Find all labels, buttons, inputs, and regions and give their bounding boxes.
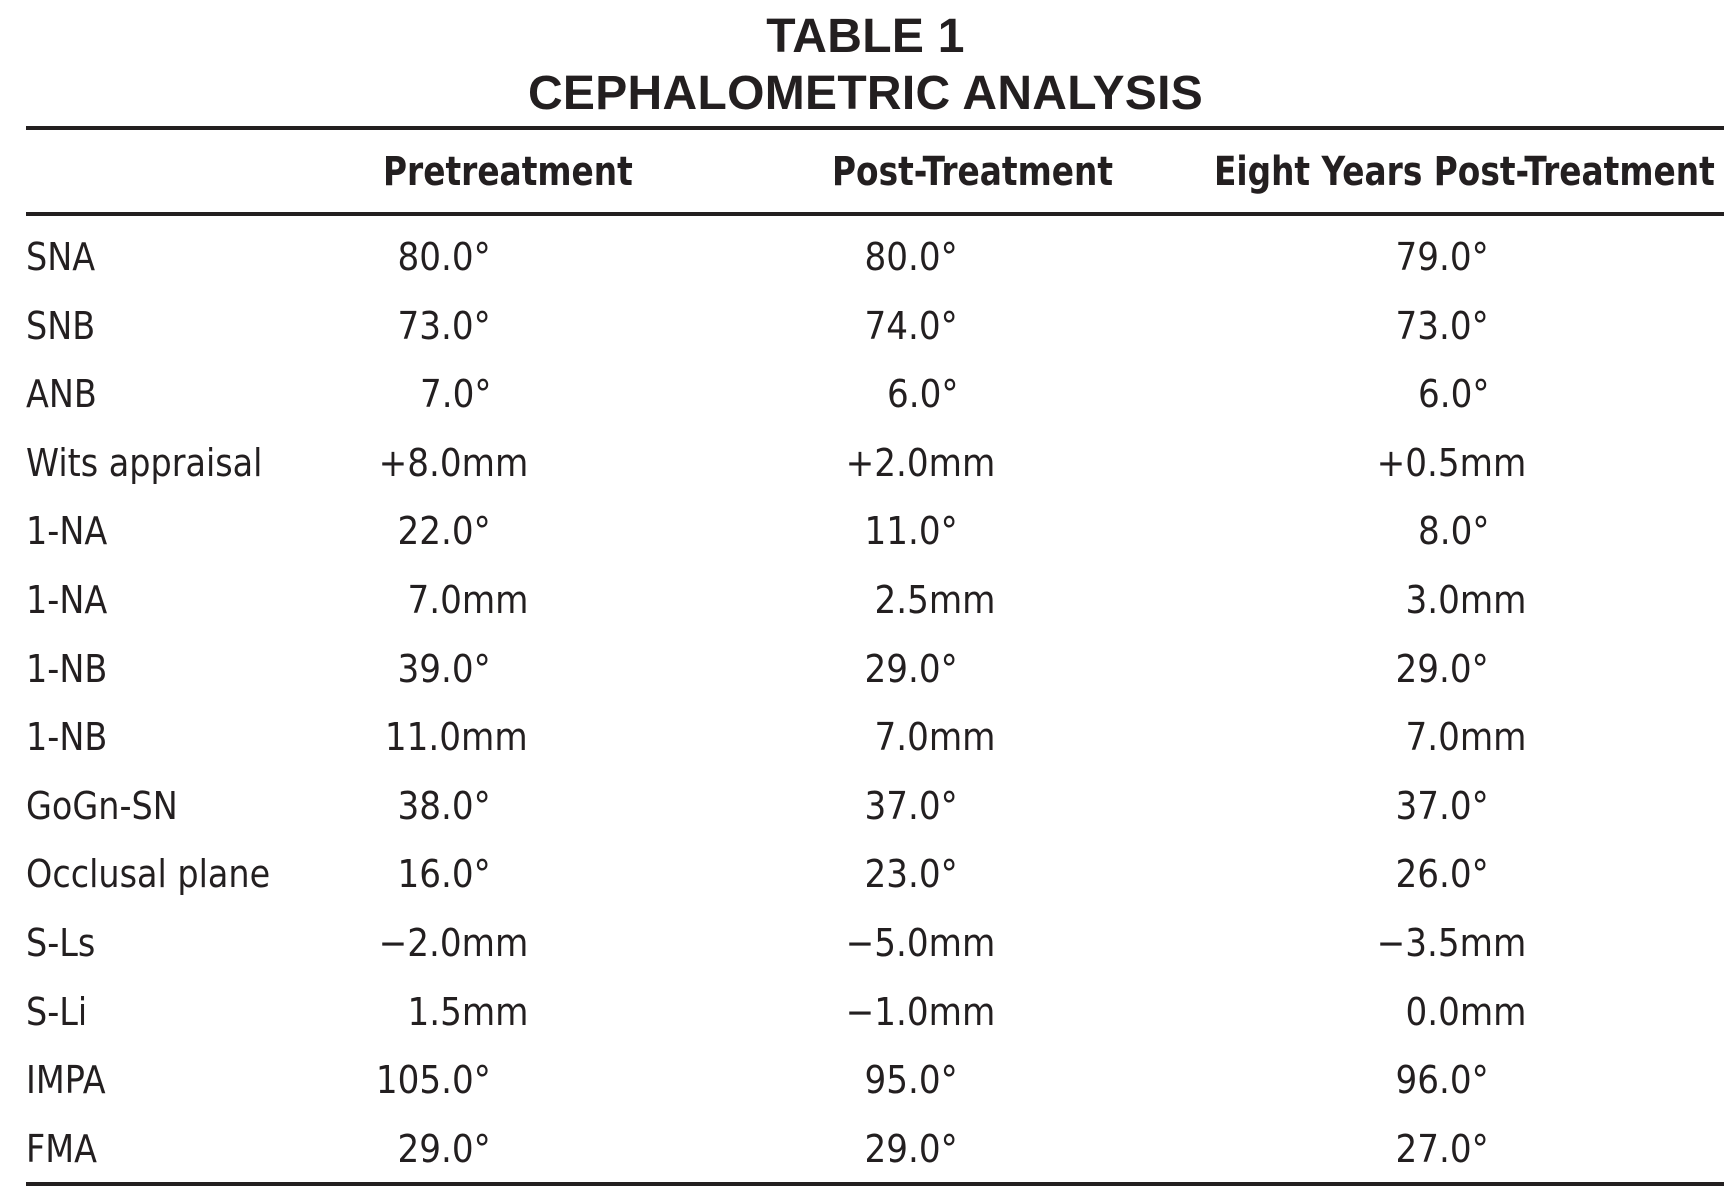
pretreatment-value-cell (378, 914, 528, 972)
table-row (0, 640, 1731, 709)
post-treatment-value: +2.0mm (845, 440, 995, 485)
post-treatment-value-cell (865, 1051, 995, 1109)
pretreatment-value-cell (398, 845, 528, 903)
row-label: ANB (26, 372, 97, 417)
pretreatment-value-cell (398, 1120, 528, 1178)
row-label: FMA (26, 1126, 97, 1171)
post-treatment-value: 11.0° (864, 509, 959, 554)
pretreatment-value: 38.0° (397, 783, 492, 828)
post-treatment-value-cell (845, 914, 995, 972)
pretreatment-value-cell (398, 777, 528, 835)
pretreatment-value: 11.0mm (385, 715, 528, 760)
pretreatment-value-cell (420, 365, 528, 423)
pretreatment-value: 29.0° (397, 1126, 492, 1171)
row-label: SNA (26, 235, 96, 279)
pretreatment-value-cell (398, 502, 528, 560)
eight-years-value-cell (1418, 365, 1526, 423)
row-label: GoGn-SN (26, 783, 178, 828)
eight-years-value-cell (1376, 434, 1526, 492)
column-header-pretreatment: Pretreatment (383, 149, 633, 195)
post-treatment-value: −1.0mm (845, 989, 995, 1034)
eight-years-value: 73.0° (1395, 303, 1490, 348)
eight-years-value-cell (1396, 297, 1526, 355)
eight-years-value: 29.0° (1395, 646, 1490, 691)
pretreatment-value-cell (407, 571, 528, 629)
table-row (0, 777, 1731, 846)
eight-years-value-cell (1396, 228, 1526, 286)
table-number: TABLE 1 (766, 10, 965, 63)
pretreatment-value-cell (398, 228, 528, 286)
bottom-rule (26, 1182, 1724, 1186)
row-label: Occlusal plane (26, 852, 271, 897)
post-treatment-value-cell (845, 983, 995, 1041)
post-treatment-value-cell (845, 434, 995, 492)
table-row (0, 845, 1731, 914)
eight-years-value-cell (1376, 914, 1526, 972)
row-label: 1-NA (26, 509, 108, 554)
pretreatment-value: 16.0° (397, 852, 492, 897)
pretreatment-value: 73.0° (397, 303, 492, 348)
row-label: 1-NB (26, 646, 108, 691)
pretreatment-value: 7.0° (419, 372, 492, 417)
pretreatment-value: −2.0mm (378, 920, 528, 965)
pretreatment-value-cell (407, 983, 528, 1041)
eight-years-value: 37.0° (1395, 783, 1490, 828)
table-title (0, 8, 1731, 122)
pretreatment-value: 1.5mm (406, 989, 528, 1034)
table-row (0, 914, 1731, 983)
table-row (0, 1051, 1731, 1120)
post-treatment-value: 29.0° (864, 646, 959, 691)
pretreatment-value-cell (376, 1051, 528, 1109)
post-treatment-value: 7.0mm (873, 715, 995, 760)
post-treatment-value: 2.5mm (873, 577, 995, 622)
table-caption: CEPHALOMETRIC ANALYSIS (527, 67, 1204, 120)
post-treatment-value: 23.0° (864, 852, 959, 897)
pretreatment-value: 39.0° (397, 646, 492, 691)
eight-years-value: 7.0mm (1404, 715, 1526, 760)
pretreatment-value: +8.0mm (378, 440, 528, 485)
pretreatment-value-cell (398, 297, 528, 355)
pretreatment-value-cell (398, 640, 528, 698)
eight-years-value-cell (1396, 1051, 1526, 1109)
post-treatment-value-cell (865, 297, 995, 355)
column-header-row (0, 142, 1731, 202)
table-row (0, 228, 1731, 297)
eight-years-value: 8.0° (1417, 509, 1490, 554)
eight-years-value: 27.0° (1395, 1126, 1490, 1171)
post-treatment-value-cell (865, 845, 995, 903)
post-treatment-value-cell (865, 502, 995, 560)
post-treatment-value-cell (887, 365, 995, 423)
post-treatment-value-cell (865, 228, 995, 286)
post-treatment-value: 37.0° (864, 783, 959, 828)
column-header-post-treatment: Post-Treatment (832, 149, 1114, 195)
top-rule (26, 126, 1724, 130)
row-label: IMPA (26, 1058, 106, 1103)
column-header-eight-years: Eight Years Post-Treatment (1214, 149, 1715, 195)
eight-years-value-cell (1405, 571, 1526, 629)
eight-years-value: 6.0° (1417, 372, 1490, 417)
eight-years-value: 96.0° (1395, 1058, 1490, 1103)
header-rule (26, 212, 1724, 216)
pretreatment-value-cell (378, 434, 528, 492)
post-treatment-value-cell (874, 571, 995, 629)
row-label: S-Li (26, 989, 88, 1034)
row-label: Wits appraisal (26, 440, 263, 485)
post-treatment-value: 29.0° (864, 1126, 959, 1171)
table-row (0, 1120, 1731, 1189)
eight-years-value: +0.5mm (1376, 440, 1526, 485)
eight-years-value-cell (1396, 777, 1526, 835)
post-treatment-value: 95.0° (864, 1058, 959, 1103)
eight-years-value: 79.0° (1395, 235, 1490, 279)
table-row (0, 571, 1731, 640)
post-treatment-value-cell (865, 777, 995, 835)
eight-years-value: 26.0° (1395, 852, 1490, 897)
eight-years-value-cell (1396, 845, 1526, 903)
eight-years-value: 0.0mm (1404, 989, 1526, 1034)
table-row (0, 708, 1731, 777)
eight-years-value-cell (1405, 983, 1526, 1041)
pretreatment-value: 7.0mm (406, 577, 528, 622)
pretreatment-value: 105.0° (376, 1058, 492, 1103)
eight-years-value: 3.0mm (1404, 577, 1526, 622)
row-label: 1-NA (26, 577, 108, 622)
table-row (0, 434, 1731, 503)
table-body (0, 228, 1731, 1188)
post-treatment-value-cell (874, 708, 995, 766)
pretreatment-value: 22.0° (397, 509, 492, 554)
post-treatment-value-cell (865, 1120, 995, 1178)
table-row (0, 365, 1731, 434)
post-treatment-value: 74.0° (864, 303, 959, 348)
table-row (0, 983, 1731, 1052)
row-label: SNB (26, 303, 96, 348)
post-treatment-value: −5.0mm (845, 920, 995, 965)
table-row (0, 297, 1731, 366)
row-label: 1-NB (26, 715, 108, 760)
eight-years-value-cell (1396, 640, 1526, 698)
post-treatment-value: 6.0° (886, 372, 959, 417)
eight-years-value-cell (1418, 502, 1526, 560)
pretreatment-value-cell (385, 708, 528, 766)
post-treatment-value-cell (865, 640, 995, 698)
eight-years-value-cell (1396, 1120, 1526, 1178)
post-treatment-value: 80.0° (864, 235, 959, 279)
table-row (0, 502, 1731, 571)
eight-years-value-cell (1405, 708, 1526, 766)
eight-years-value: −3.5mm (1376, 920, 1526, 965)
row-label: S-Ls (26, 920, 96, 965)
pretreatment-value: 80.0° (397, 235, 492, 279)
